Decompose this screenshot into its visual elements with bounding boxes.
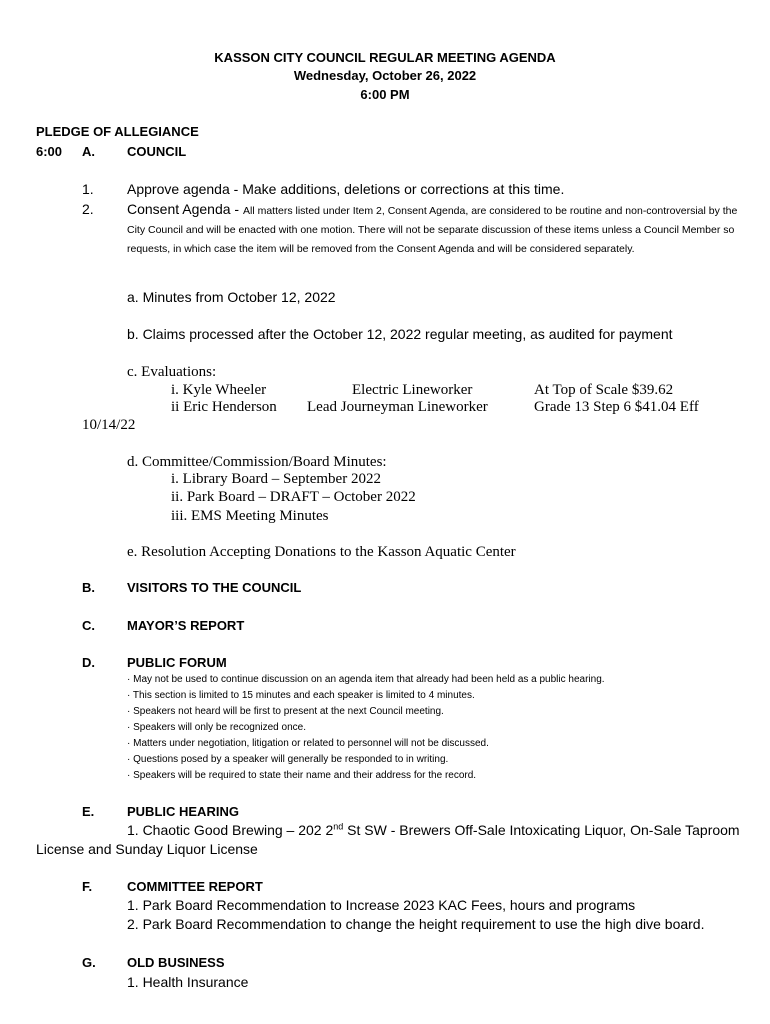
section-a-time: 6:00: [36, 144, 63, 159]
minutes-item: ii. Park Board – DRAFT – October 2022: [171, 489, 416, 505]
public-hearing-item-part: St SW - Brewers Off-Sale Intoxicating Liquor, On-Sale Taproom: [343, 822, 740, 838]
evaluations-label: c. Evaluations:: [127, 364, 217, 380]
minutes-item: i. Library Board – September 2022: [171, 471, 381, 487]
section-a-letter: A.: [82, 144, 95, 159]
public-hearing-item-part: 1. Chaotic Good Brewing – 202 2: [127, 822, 334, 838]
meeting-time: 6:00 PM: [360, 87, 410, 102]
public-hearing-item-continued: License and Sunday Liquor License: [36, 841, 258, 857]
item-number: 2.: [82, 201, 94, 217]
forum-rule: · This section is limited to 15 minutes and each speaker is limited to 4 minutes.: [127, 690, 475, 701]
approve-agenda-item: Approve agenda - Make additions, deletions or corrections at this time.: [127, 181, 565, 197]
committee-minutes-label: d. Committee/Commission/Board Minutes:: [127, 454, 387, 470]
forum-rule: · Matters under negotiation, litigation or related to personnel will not be discussed.: [127, 738, 489, 749]
evaluation-effective-date: 10/14/22: [82, 417, 136, 433]
section-e-letter: E.: [82, 804, 95, 819]
forum-rule: · May not be used to continue discussion on an agenda item that already had been held as a public hearing.: [127, 674, 605, 685]
item-number: 1.: [82, 181, 94, 197]
donations-resolution: e. Resolution Accepting Donations to the Kasson Aquatic Center: [127, 544, 516, 560]
forum-rule: · Speakers not heard will be first to present at the next Council meeting.: [127, 706, 444, 717]
section-c-heading: MAYOR’S REPORT: [127, 618, 245, 633]
section-f-heading: COMMITTEE REPORT: [127, 879, 263, 894]
evaluation-title: Electric Lineworker: [352, 382, 473, 398]
forum-rule: · Speakers will be required to state their name and their address for the record.: [127, 770, 477, 781]
evaluation-title: Lead Journeyman Lineworker: [307, 399, 488, 415]
agenda-title: KASSON CITY COUNCIL REGULAR MEETING AGENDA: [214, 50, 556, 65]
committee-report-item: 1. Park Board Recommendation to Increase 2023 KAC Fees, hours and programs: [127, 897, 636, 913]
evaluation-name: i. Kyle Wheeler: [171, 382, 267, 398]
section-g-heading: OLD BUSINESS: [127, 955, 225, 970]
section-d-heading: PUBLIC FORUM: [127, 655, 227, 670]
section-b-letter: B.: [82, 580, 95, 595]
pledge-heading: PLEDGE OF ALLEGIANCE: [36, 124, 199, 139]
evaluation-name: ii Eric Henderson: [171, 399, 277, 415]
section-b-heading: VISITORS TO THE COUNCIL: [127, 580, 302, 595]
minutes-item: iii. EMS Meeting Minutes: [171, 508, 329, 524]
section-g-letter: G.: [82, 955, 96, 970]
consent-agenda-item: [127, 201, 739, 258]
old-business-item: 1. Health Insurance: [127, 974, 249, 990]
committee-report-item: 2. Park Board Recommendation to change the height requirement to use the high dive board.: [127, 916, 705, 932]
section-d-letter: D.: [82, 655, 95, 670]
meeting-date: Wednesday, October 26, 2022: [293, 68, 477, 83]
section-e-heading: PUBLIC HEARING: [127, 804, 239, 819]
section-c-letter: C.: [82, 618, 95, 633]
consent-minutes: a. Minutes from October 12, 2022: [127, 289, 336, 305]
section-f-letter: F.: [82, 879, 93, 894]
consent-claims: b. Claims processed after the October 12, 2022 regular meeting, as audited for payment: [127, 326, 673, 342]
forum-rule: · Questions posed by a speaker will generally be responded to in writing.: [127, 754, 449, 765]
ordinal-suffix: nd: [333, 821, 344, 832]
section-a-heading: COUNCIL: [127, 144, 187, 159]
forum-rule: · Speakers will only be recognized once.: [127, 722, 306, 733]
evaluation-status: At Top of Scale $39.62: [534, 382, 674, 398]
consent-agenda-text: All matters listed under Item 2, Consent Agenda, are considered to be routine and non-controversial by the City Council and will be enacted with one motion. There will not be separate discussion of these items unless a Council Member so requests, in which case the item will be removed from the Consent Agenda and will be considered separately.: [127, 205, 738, 255]
public-hearing-item: [127, 822, 740, 838]
evaluation-status: Grade 13 Step 6 $41.04 Eff: [534, 399, 699, 415]
consent-agenda-lead: Consent Agenda -: [127, 201, 243, 217]
